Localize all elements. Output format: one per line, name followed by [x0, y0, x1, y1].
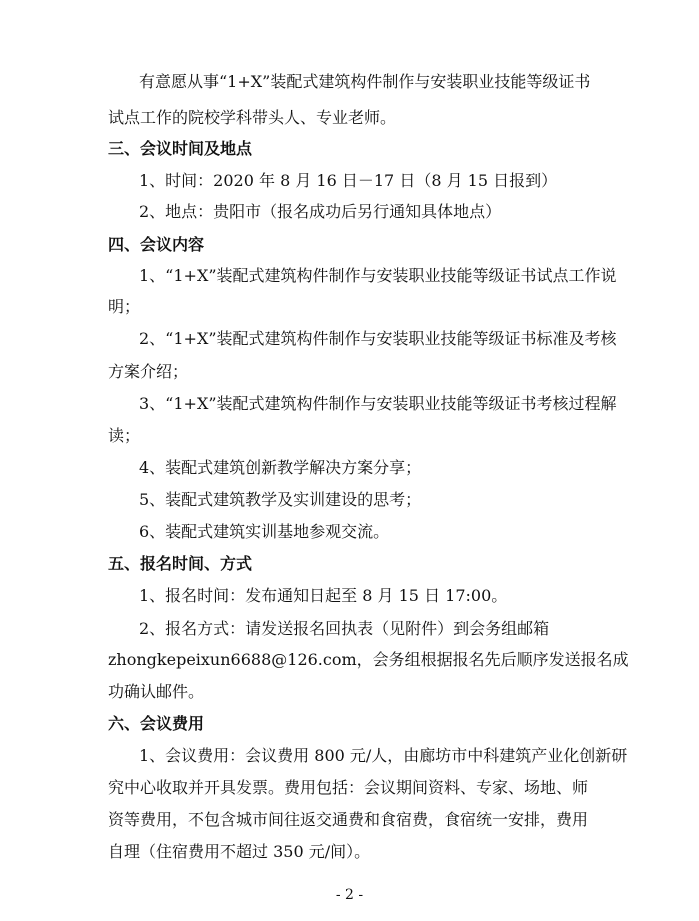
- paragraph-line: 究中心收取并开具发票。费用包括：会议期间资料、专家、场地、师: [108, 778, 589, 797]
- paragraph-line: 1、时间：2020 年 8 月 16 日－17 日（8 月 15 日报到）: [139, 171, 558, 190]
- section-heading-4: 四、会议内容: [108, 235, 205, 254]
- paragraph-line: 明；: [108, 297, 141, 316]
- paragraph-line: 6、装配式建筑实训基地参观交流。: [139, 522, 390, 541]
- paragraph-line: 4、装配式建筑创新教学解决方案分享；: [139, 458, 422, 477]
- paragraph-line: 3、“1+X”装配式建筑构件制作与安装职业技能等级证书考核过程解: [139, 394, 617, 413]
- paragraph-line: 自理（住宿费用不超过 350 元/间）。: [108, 842, 371, 861]
- paragraph-line: 1、会议费用：会议费用 800 元/人，由廊坊市中科建筑产业化创新研: [139, 746, 628, 765]
- paragraph-line: 2、报名方式：请发送报名回执表（见附件）到会务组邮箱: [139, 619, 550, 638]
- paragraph-line: 功确认邮件。: [108, 682, 205, 701]
- paragraph-line: 1、报名时间：发布通知日起至 8 月 15 日 17:00。: [139, 586, 508, 605]
- paragraph-line: 2、地点：贵阳市（报名成功后另行通知具体地点）: [139, 202, 502, 221]
- paragraph-line: 读；: [108, 426, 141, 445]
- paragraph-line: 资等费用，不包含城市间往返交通费和食宿费，食宿统一安排，费用: [108, 810, 589, 829]
- paragraph-line: 1、“1+X”装配式建筑构件制作与安装职业技能等级证书试点工作说: [139, 266, 617, 285]
- paragraph-line: 方案介绍；: [108, 362, 189, 381]
- section-heading-5: 五、报名时间、方式: [108, 554, 253, 573]
- paragraph-line: 5、装配式建筑教学及实训建设的思考；: [139, 490, 422, 509]
- section-heading-6: 六、会议费用: [108, 714, 205, 733]
- section-heading-3: 三、会议时间及地点: [108, 139, 253, 158]
- paragraph-line: 2、“1+X”装配式建筑构件制作与安装职业技能等级证书标准及考核: [139, 329, 617, 348]
- paragraph-line: 试点工作的院校学科带头人、专业老师。: [108, 108, 397, 127]
- page-number: - 2 -: [335, 887, 364, 903]
- email-line: zhongkepeixun6688@126.com，会务组根据报名先后顺序发送报名成: [108, 650, 629, 669]
- paragraph-line: 有意愿从事“1+X”装配式建筑构件制作与安装职业技能等级证书: [139, 72, 591, 91]
